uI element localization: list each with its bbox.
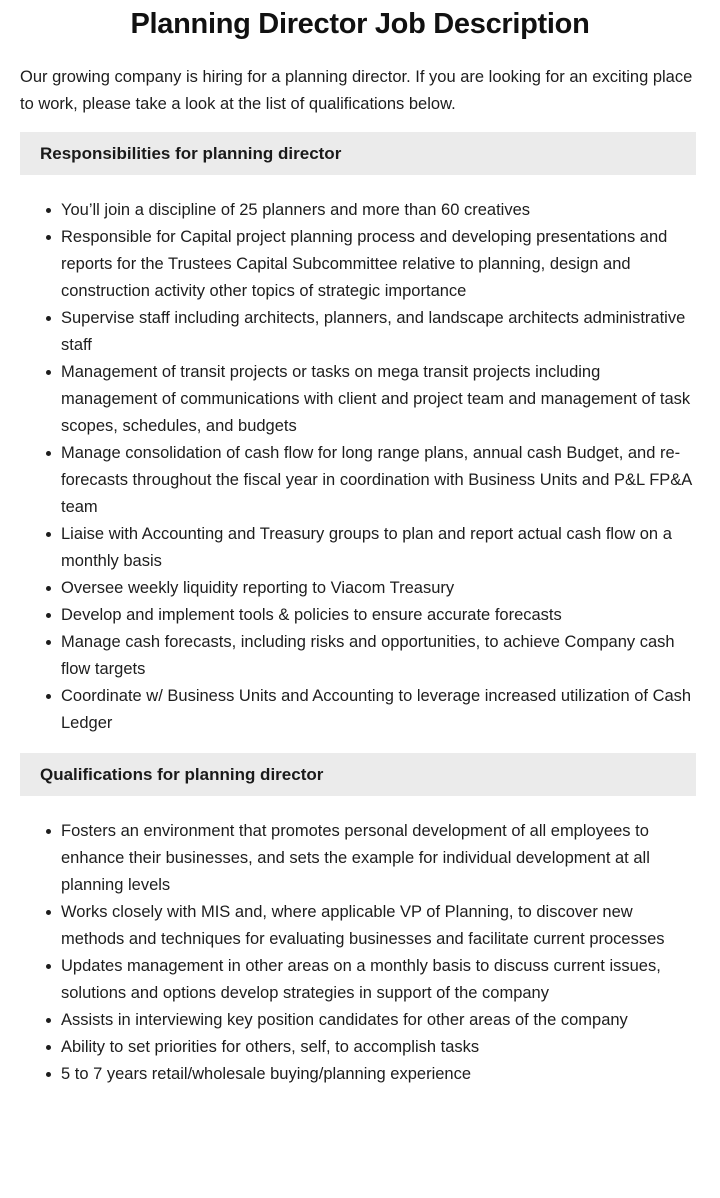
list-item: Manage consolidation of cash flow for long range plans, annual cash Budget, and re-forecasts throughout the fiscal year in coordination with Business Units and P&L FP&A team (61, 440, 696, 521)
list-item: Supervise staff including architects, planners, and landscape architects administrative staff (61, 305, 696, 359)
qualifications-list (20, 818, 696, 1088)
list-item: Liaise with Accounting and Treasury groups to plan and report actual cash flow on a monthly basis (61, 521, 696, 575)
list-item: Works closely with MIS and, where applicable VP of Planning, to discover new methods and techniques for evaluating businesses and facilitate current processes (61, 899, 696, 953)
list-item: Coordinate w/ Business Units and Accounting to leverage increased utilization of Cash Ledger (61, 683, 696, 737)
list-item: Assists in interviewing key position candidates for other areas of the company (61, 1007, 696, 1034)
list-item: Oversee weekly liquidity reporting to Viacom Treasury (61, 575, 696, 602)
responsibilities-section-heading: Responsibilities for planning director (40, 143, 342, 163)
responsibilities-section (0, 132, 720, 737)
list-item: 5 to 7 years retail/wholesale buying/planning experience (61, 1061, 696, 1088)
list-item: Manage cash forecasts, including risks and opportunities, to achieve Company cash flow targets (61, 629, 696, 683)
list-item: Fosters an environment that promotes personal development of all employees to enhance their businesses, and sets the example for individual development at all planning levels (61, 818, 696, 899)
qualifications-section (0, 753, 720, 1088)
responsibilities-section-header (20, 132, 696, 175)
responsibilities-list (20, 197, 696, 737)
intro-paragraph: Our growing company is hiring for a planning director. If you are looking for an exciting place to work, please take a look at the list of qualifications below. (20, 68, 693, 113)
list-item: Updates management in other areas on a monthly basis to discuss current issues, solutions and options develop strategies in support of the company (61, 953, 696, 1007)
list-item: You’ll join a discipline of 25 planners and more than 60 creatives (61, 197, 696, 224)
qualifications-section-header (20, 753, 696, 796)
list-item: Responsible for Capital project planning process and developing presentations and reports for the Trustees Capital Subcommittee relative to planning, design and construction activity other topics of strategic importance (61, 224, 696, 305)
job-description-page (0, 6, 720, 1198)
qualifications-section-heading: Qualifications for planning director (40, 764, 324, 784)
list-item: Ability to set priorities for others, self, to accomplish tasks (61, 1034, 696, 1061)
page-title: Planning Director Job Description (130, 8, 590, 40)
list-item: Management of transit projects or tasks on mega transit projects including management of communications with client and project team and management of task scopes, schedules, and budgets (61, 359, 696, 440)
list-item: Develop and implement tools & policies to ensure accurate forecasts (61, 602, 696, 629)
